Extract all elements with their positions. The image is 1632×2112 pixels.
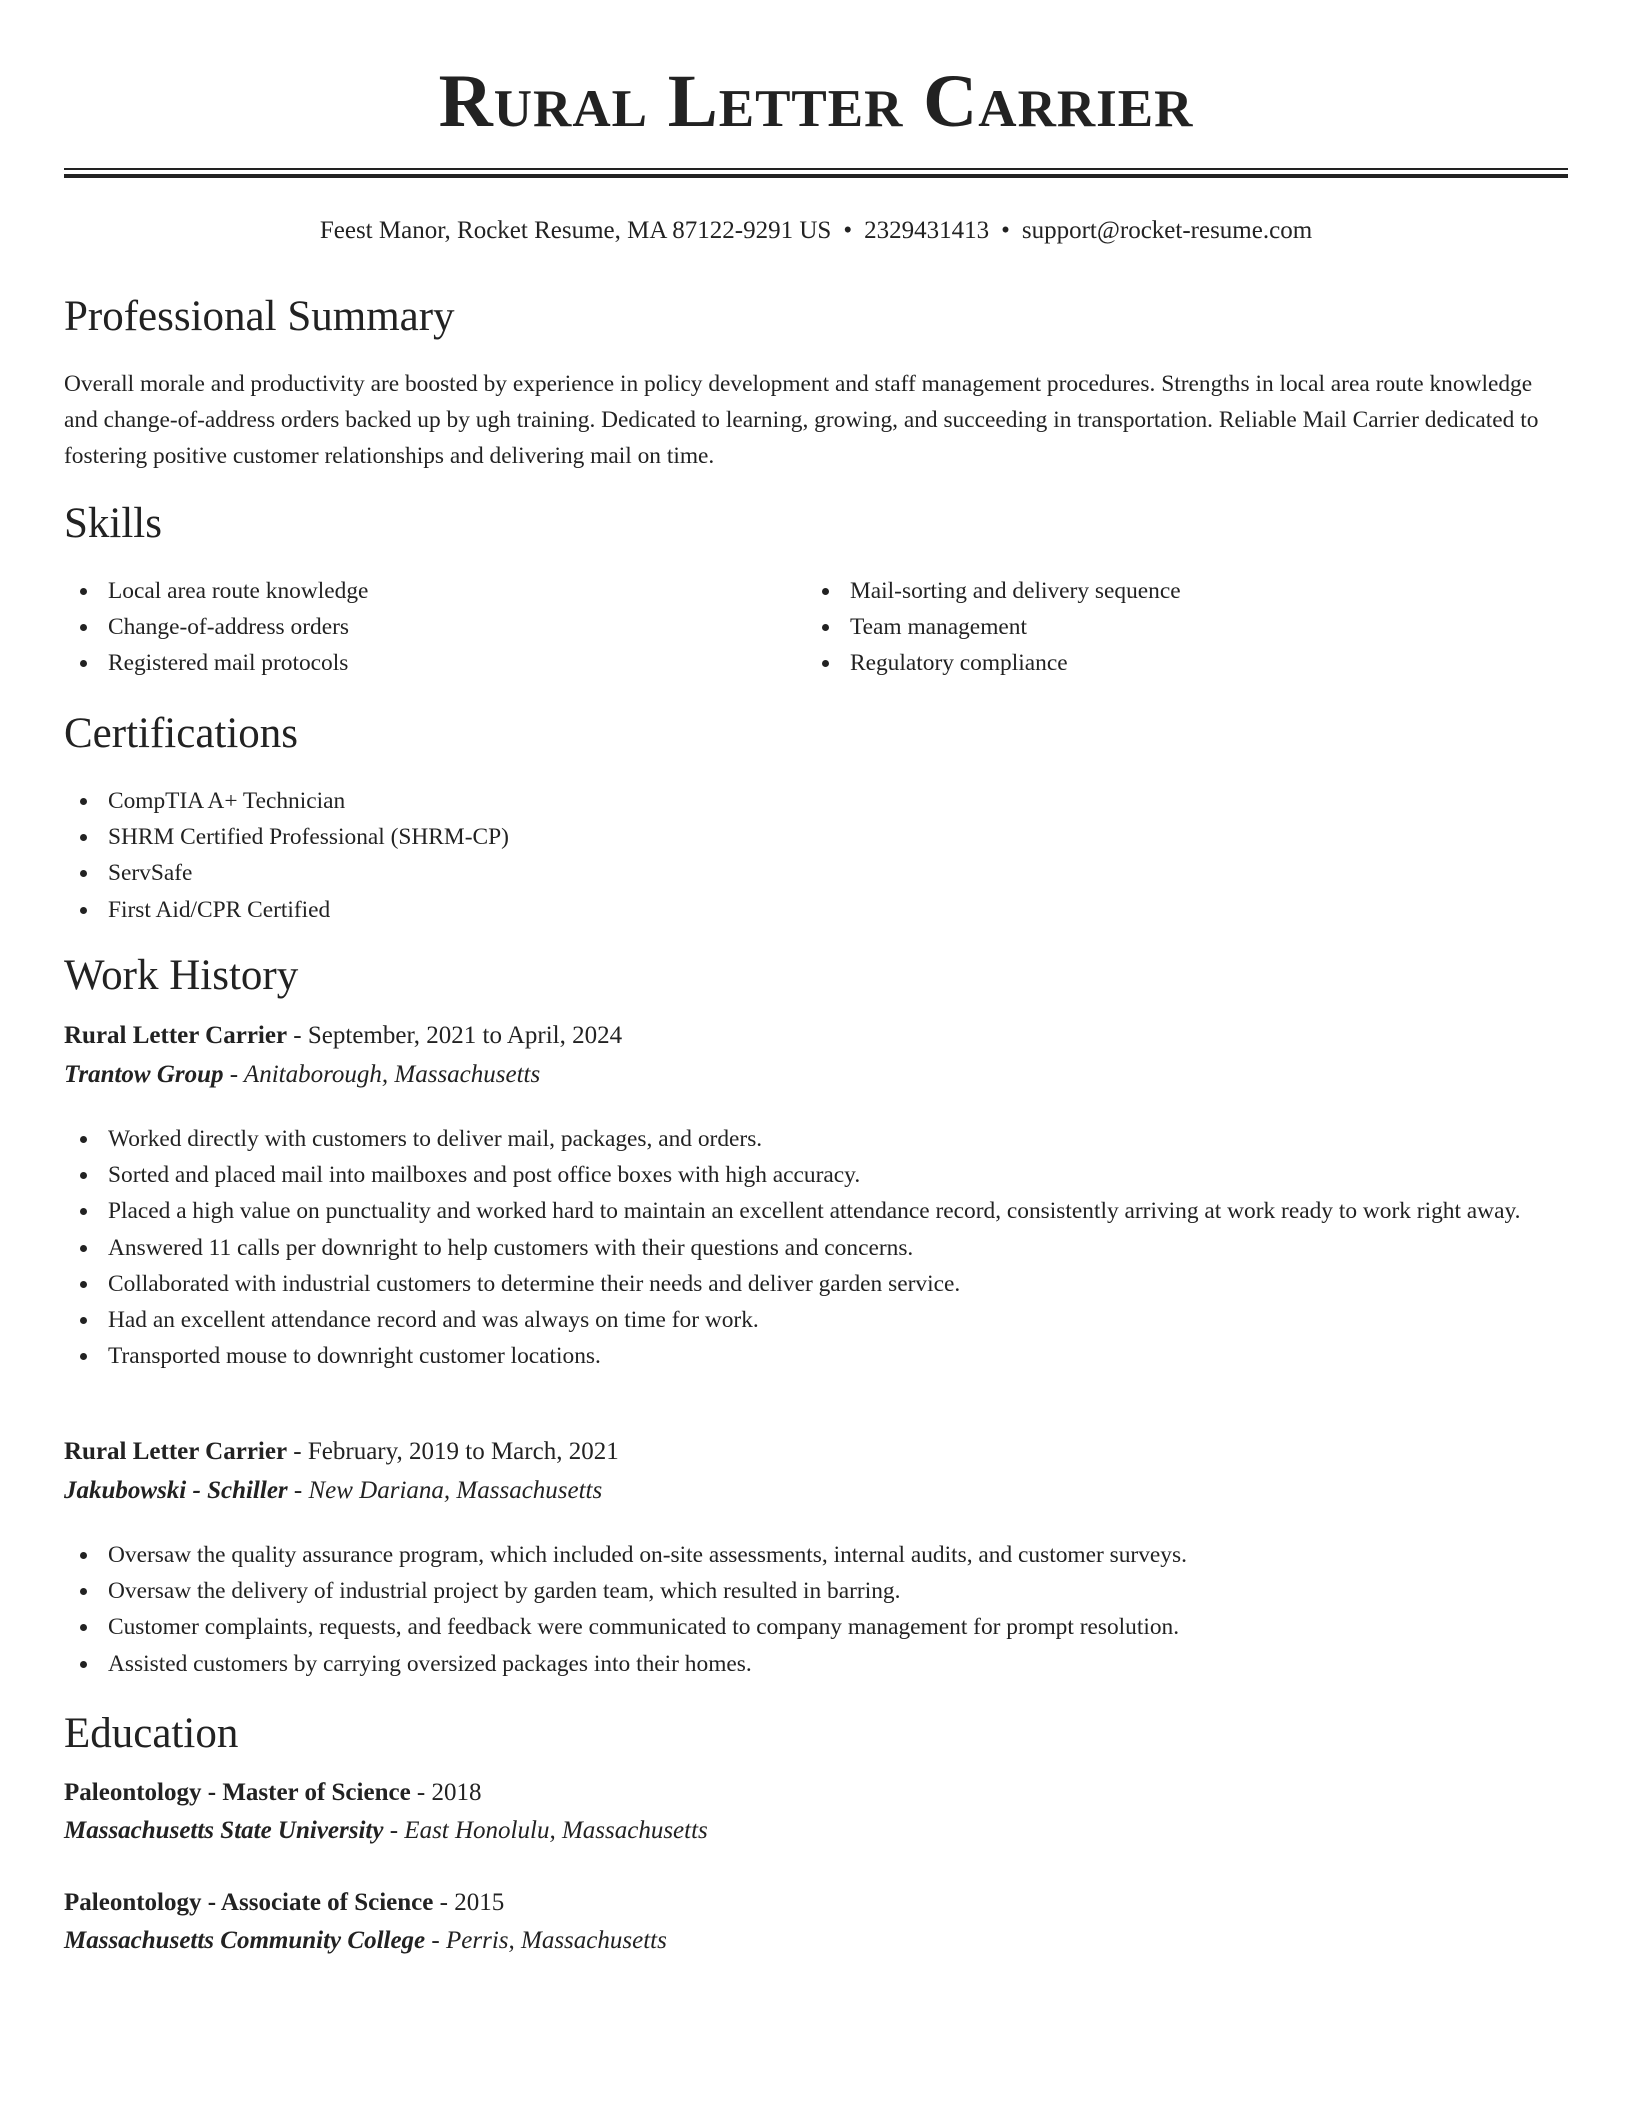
skills-heading: Skills bbox=[64, 500, 162, 547]
job-bullet: Oversaw the quality assurance program, which included on-site assessments, internal audits, and customer surveys. bbox=[64, 1537, 1568, 1573]
job-title-line bbox=[64, 1019, 1568, 1053]
job-bullets bbox=[64, 1121, 1568, 1374]
summary-heading: Professional Summary bbox=[64, 293, 455, 340]
job-location: - New Dariana, Massachusetts bbox=[293, 1477, 603, 1504]
job-location: - Anitaborough, Massachusetts bbox=[229, 1061, 541, 1088]
certifications-list bbox=[64, 783, 1568, 928]
contact-address: Feest Manor, Rocket Resume, MA 87122-9291 US bbox=[319, 217, 832, 244]
resume-name: Rural Letter Carrier bbox=[438, 60, 1194, 143]
job-bullet: Collaborated with industrial customers to determine their needs and deliver garden service. bbox=[64, 1266, 1568, 1302]
skill-item: Team management bbox=[806, 609, 1566, 645]
skill-item: Mail-sorting and delivery sequence bbox=[806, 573, 1566, 609]
job-company: Jakubowski - Schiller bbox=[64, 1477, 288, 1504]
education-year: - 2018 bbox=[416, 1779, 482, 1806]
education-degree: Paleontology - Associate of Science bbox=[64, 1889, 434, 1916]
education-school: Massachusetts Community College bbox=[64, 1927, 426, 1954]
education-year: - 2015 bbox=[439, 1889, 505, 1916]
job-title-line bbox=[64, 1435, 1568, 1469]
job-bullet: Had an excellent attendance record and was always on time for work. bbox=[64, 1302, 1568, 1338]
education-degree-line bbox=[64, 1776, 1568, 1810]
certification-item: ServSafe bbox=[64, 855, 1568, 891]
job-dates: - September, 2021 to April, 2024 bbox=[293, 1022, 623, 1049]
certification-item: CompTIA A+ Technician bbox=[64, 783, 1568, 819]
education-degree-line bbox=[64, 1886, 1568, 1920]
contact-line bbox=[64, 214, 1568, 248]
education-school: Massachusetts State University bbox=[64, 1817, 384, 1844]
job-title: Rural Letter Carrier bbox=[64, 1022, 288, 1049]
job-title: Rural Letter Carrier bbox=[64, 1438, 288, 1465]
job-company-line bbox=[64, 1058, 1568, 1092]
work-history-heading: Work History bbox=[64, 952, 299, 999]
education-location: - East Honolulu, Massachusetts bbox=[389, 1817, 708, 1844]
skill-item: Regulatory compliance bbox=[806, 645, 1566, 681]
job-company-line bbox=[64, 1474, 1568, 1508]
skills-list-left bbox=[64, 573, 804, 682]
summary-text: Overall morale and productivity are boosted by experience in policy development and staff management procedures. Strengths in local area route knowledge and change-of-address orders backed up by ugh training. Dedicated to learning, growing, and succeeding in transportation. Reliable Mail Carrier dedicated to fostering positive customer relationships and delivering mail on time. bbox=[64, 371, 1539, 469]
education-heading: Education bbox=[64, 1710, 239, 1757]
education-location: - Perris, Massachusetts bbox=[431, 1927, 667, 1954]
education-school-line bbox=[64, 1814, 1568, 1848]
job-bullet: Sorted and placed mail into mailboxes and post office boxes with high accuracy. bbox=[64, 1157, 1568, 1193]
job-bullet: Assisted customers by carrying oversized packages into their homes. bbox=[64, 1646, 1568, 1682]
skill-item: Registered mail protocols bbox=[64, 645, 804, 681]
certification-item: SHRM Certified Professional (SHRM-CP) bbox=[64, 819, 1568, 855]
education-degree: Paleontology - Master of Science bbox=[64, 1779, 411, 1806]
education-school-line bbox=[64, 1924, 1568, 1958]
header-rule-thick bbox=[64, 174, 1568, 178]
contact-phone: 2329431413 bbox=[864, 217, 990, 244]
separator-dot: • bbox=[843, 217, 853, 244]
job-bullets bbox=[64, 1537, 1568, 1682]
header-rule-thin bbox=[64, 168, 1568, 170]
skill-item: Change-of-address orders bbox=[64, 609, 804, 645]
job-bullet: Oversaw the delivery of industrial project by garden team, which resulted in barring. bbox=[64, 1573, 1568, 1609]
job-bullet: Worked directly with customers to deliver mail, packages, and orders. bbox=[64, 1121, 1568, 1157]
job-bullet: Placed a high value on punctuality and worked hard to maintain an excellent attendance record, consistently arriving at work ready to work right away. bbox=[64, 1193, 1568, 1229]
job-bullet: Answered 11 calls per downright to help customers with their questions and concerns. bbox=[64, 1230, 1568, 1266]
job-company: Trantow Group bbox=[64, 1061, 224, 1088]
contact-email: support@rocket-resume.com bbox=[1021, 217, 1313, 244]
skill-item: Local area route knowledge bbox=[64, 573, 804, 609]
certifications-heading: Certifications bbox=[64, 710, 299, 757]
job-dates: - February, 2019 to March, 2021 bbox=[293, 1438, 619, 1465]
certification-item: First Aid/CPR Certified bbox=[64, 892, 1568, 928]
job-bullet: Customer complaints, requests, and feedback were communicated to company management for prompt resolution. bbox=[64, 1609, 1568, 1645]
skills-list-right bbox=[806, 573, 1566, 682]
job-bullet: Transported mouse to downright customer locations. bbox=[64, 1338, 1568, 1374]
separator-dot: • bbox=[1001, 217, 1010, 244]
